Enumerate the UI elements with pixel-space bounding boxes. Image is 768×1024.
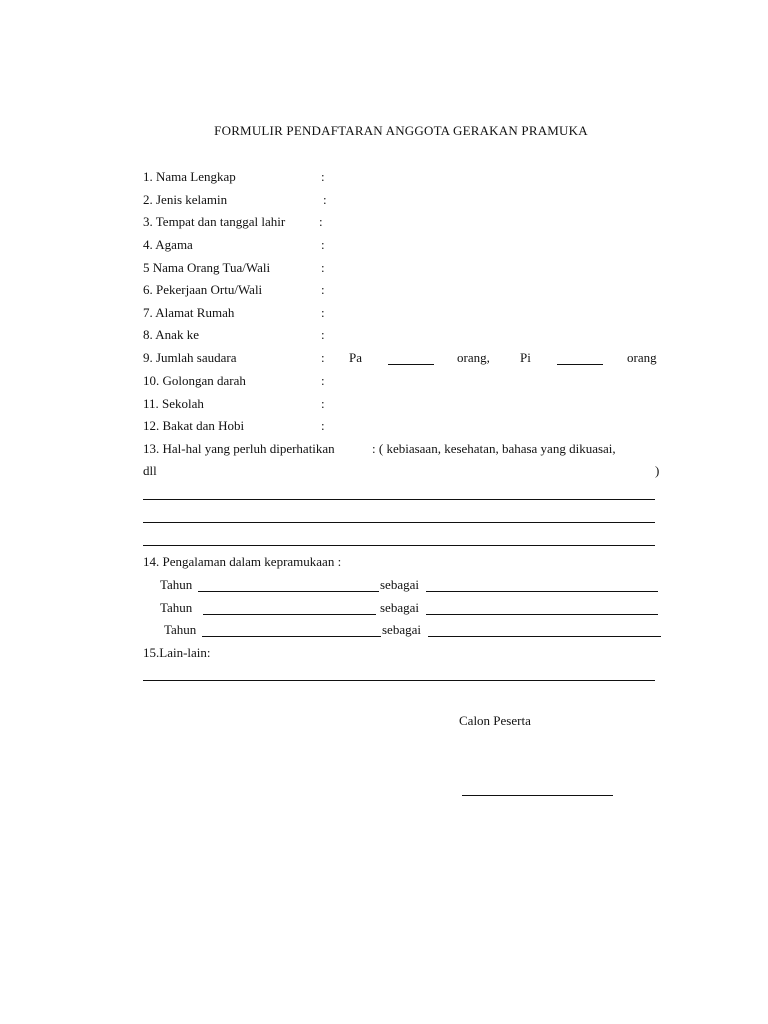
- field-colon: :: [321, 260, 325, 275]
- answer-line: [143, 522, 655, 523]
- saudara-orang-label: orang: [627, 350, 657, 365]
- field-label: 2. Jenis kelamin: [143, 192, 228, 207]
- field-colon: :: [321, 373, 325, 388]
- field-label: 14. Pengalaman dalam kepramukaan :: [143, 554, 342, 569]
- tahun-blank: [202, 624, 381, 637]
- tahun-label: Tahun: [160, 600, 193, 615]
- sebagai-label: sebagai: [380, 577, 419, 592]
- field-note-close: ): [655, 463, 660, 478]
- saudara-pi-blank: [557, 352, 603, 365]
- field-colon: :: [321, 237, 325, 252]
- field-label: 9. Jumlah saudara: [143, 350, 237, 365]
- sebagai-label: sebagai: [380, 600, 419, 615]
- sebagai-label: sebagai: [382, 622, 421, 637]
- saudara-pi-label: Pi: [520, 350, 531, 365]
- field-note: : ( kebiasaan, kesehatan, bahasa yang dikuasai,: [372, 441, 616, 456]
- field-label: 5 Nama Orang Tua/Wali: [143, 260, 271, 275]
- field-colon: :: [323, 192, 327, 207]
- field-note-continued: dll: [143, 463, 157, 478]
- field-colon: :: [321, 327, 325, 342]
- field-colon: :: [321, 169, 325, 184]
- sebagai-blank: [426, 579, 658, 592]
- field-colon: :: [321, 350, 325, 365]
- form-title: FORMULIR PENDAFTARAN ANGGOTA GERAKAN PRAMUKA: [214, 123, 588, 138]
- answer-line: [143, 680, 655, 681]
- field-colon: :: [321, 396, 325, 411]
- field-label: 4. Agama: [143, 237, 193, 252]
- field-label: 11. Sekolah: [143, 396, 204, 411]
- field-colon: :: [321, 305, 325, 320]
- saudara-pa-label: Pa: [349, 350, 362, 365]
- field-colon: :: [321, 282, 325, 297]
- sebagai-blank: [428, 624, 661, 637]
- field-label: 8. Anak ke: [143, 327, 199, 342]
- tahun-blank: [198, 579, 379, 592]
- signature-line: [462, 795, 613, 796]
- field-colon: :: [319, 214, 323, 229]
- field-label: 12. Bakat dan Hobi: [143, 418, 245, 433]
- field-label: 1. Nama Lengkap: [143, 169, 236, 184]
- saudara-orang-label: orang,: [457, 350, 490, 365]
- field-label: 10. Golongan darah: [143, 373, 246, 388]
- field-label: 15.Lain-lain:: [143, 645, 211, 660]
- field-label: 3. Tempat dan tanggal lahir: [143, 214, 286, 229]
- tahun-label: Tahun: [164, 622, 197, 637]
- field-label: 13. Hal-hal yang perluh diperhatikan: [143, 441, 335, 456]
- tahun-blank: [203, 602, 376, 615]
- tahun-label: Tahun: [160, 577, 193, 592]
- answer-line: [143, 545, 655, 546]
- signature-label: Calon Peserta: [459, 713, 531, 728]
- field-colon: :: [321, 418, 325, 433]
- field-label: 6. Pekerjaan Ortu/Wali: [143, 282, 263, 297]
- sebagai-blank: [426, 602, 658, 615]
- saudara-pa-blank: [388, 352, 434, 365]
- answer-line: [143, 499, 655, 500]
- field-label: 7. Alamat Rumah: [143, 305, 235, 320]
